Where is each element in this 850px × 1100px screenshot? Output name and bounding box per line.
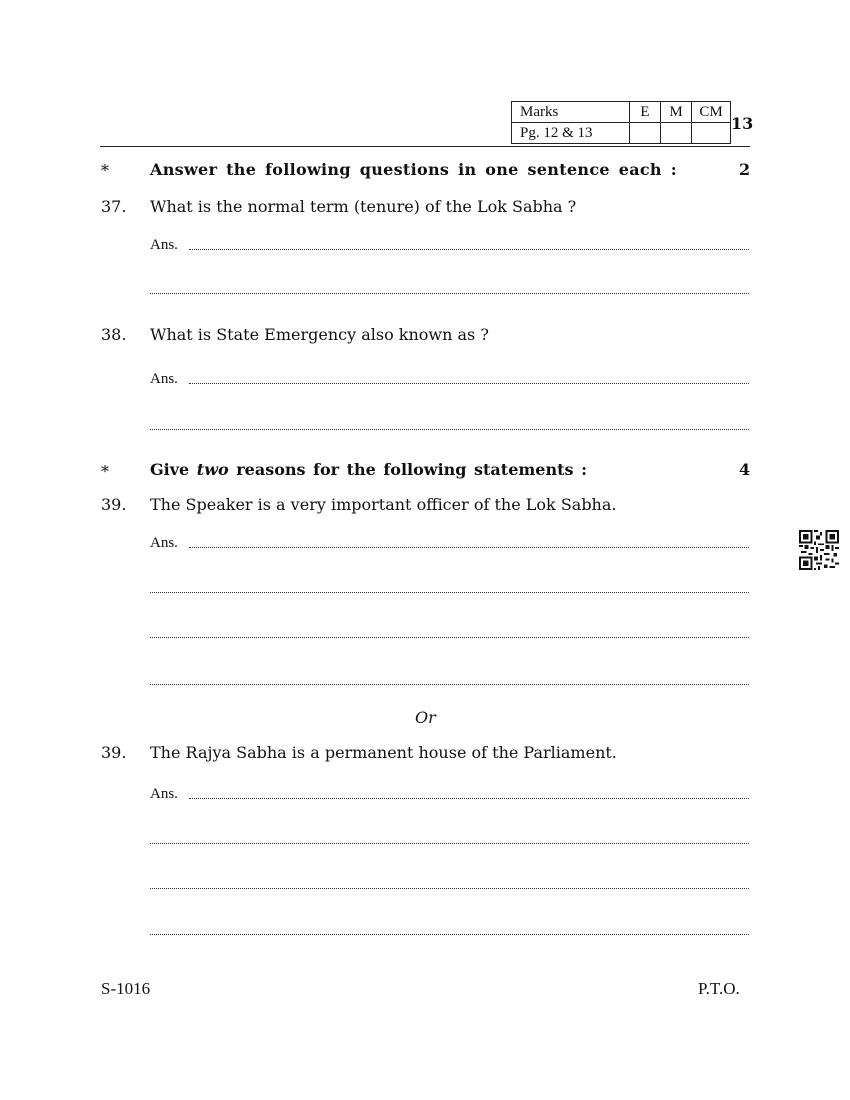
answer-line[interactable] [150,934,749,935]
answer-line[interactable] [189,798,749,799]
marks-cell-m[interactable] [661,123,692,144]
marks-column-cm: CM [692,102,731,123]
marks-cell-cm[interactable] [692,123,731,144]
question-text: The Rajya Sabha is a permanent house of the Parliament. [150,743,617,762]
answer-label: Ans. [150,371,178,387]
question-text: The Speaker is a very important officer of the Lok Sabha. [150,495,617,514]
qr-code-icon [799,530,839,570]
answer-line[interactable] [189,547,749,548]
answer-line[interactable] [150,293,749,294]
section-instruction: Answer the following questions in one sentence each : [150,160,677,179]
answer-line[interactable] [189,383,749,384]
pto-label: P.T.O. [698,979,740,998]
answer-line[interactable] [150,684,749,685]
section-marks: 2 [739,160,751,179]
answer-line[interactable] [150,888,749,889]
section-star: * [101,161,109,180]
emphasis-two: two [196,460,229,479]
question-number: 38. [101,325,127,344]
marks-column-e: E [630,102,661,123]
answer-label: Ans. [150,237,178,253]
question-number: 39. [101,743,127,762]
answer-line[interactable] [150,637,749,638]
answer-line[interactable] [150,843,749,844]
marks-label: Marks [512,102,630,123]
answer-line[interactable] [150,429,749,430]
question-number: 37. [101,197,127,216]
answer-label: Ans. [150,786,178,802]
section-instruction: Give two reasons for the following statements : [150,460,587,479]
marks-table [511,101,731,144]
answer-label: Ans. [150,535,178,551]
marks-column-m: M [661,102,692,123]
pages-label: Pg. 12 & 13 [512,123,630,144]
marks-cell-e[interactable] [630,123,661,144]
section-star: * [101,462,109,481]
question-text: What is State Emergency also known as ? [150,325,489,344]
header-divider [100,146,750,147]
section-marks: 4 [739,460,751,479]
question-number: 39. [101,495,127,514]
paper-code: S-1016 [101,979,151,998]
answer-line[interactable] [189,249,749,250]
page-number: 13 [731,114,754,133]
or-separator: Or [415,708,436,727]
answer-line[interactable] [150,592,749,593]
question-text: What is the normal term (tenure) of the Lok Sabha ? [150,197,577,216]
